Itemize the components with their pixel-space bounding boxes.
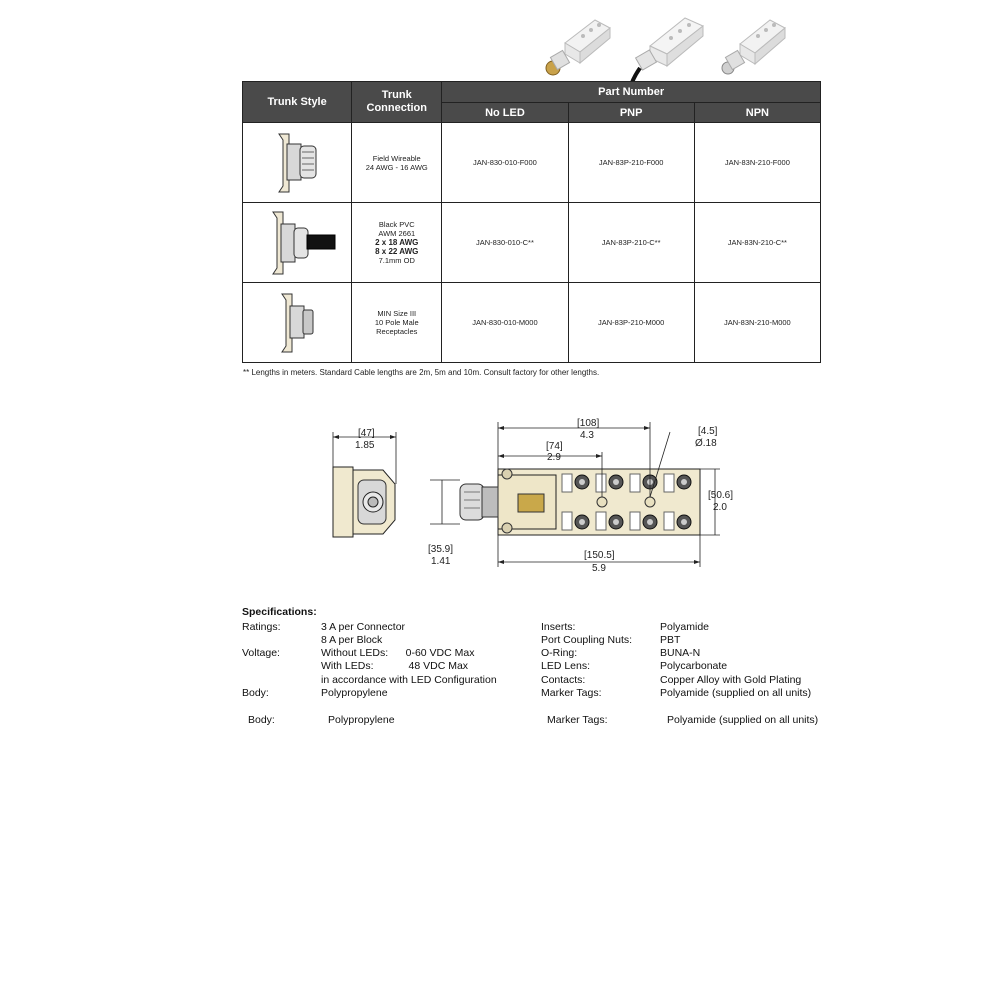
part-number-table [242,81,821,363]
connection-line: 2 x 18 AWG [375,238,419,247]
connection-line: Receptacles [376,327,418,336]
left-height-in: 1.41 [431,556,451,567]
part-pnp: JAN-83P-210-C** [568,203,694,283]
spec-label: Port Coupling Nuts: [541,634,633,646]
spec-label-duplicate: Marker Tags: [547,714,608,726]
hole-in: Ø.18 [695,438,717,449]
product-photos [535,8,805,88]
trunk-style-image [243,203,352,283]
photo-block-no-led [546,20,610,75]
header-pnp: PNP [568,103,694,123]
spec-label: Ratings: [242,621,281,633]
spec-label: Marker Tags: [541,687,602,699]
header-trunk-style: Trunk Style [243,82,352,123]
connection-line: AWM 2661 [378,229,416,238]
part-npn: JAN-83N-210-C** [694,203,820,283]
trunk-style-image [243,123,352,203]
spec-value-duplicate: Polyamide (supplied on all units) [667,714,819,726]
side-width-in: 1.85 [355,440,375,451]
connection-line: 7.1mm OD [378,256,415,265]
hole-mm: [4.5] [698,426,718,437]
trunk-connection-cell [352,203,442,283]
mid-in: 2.9 [547,452,561,463]
spec-value: 8 A per Block [321,634,383,646]
length-mm: [108] [577,418,600,429]
connection-line: Field Wireable [372,153,421,163]
mid-mm: [74] [546,441,563,452]
junction-block-photos [535,8,805,88]
spec-label: Inserts: [541,621,576,633]
length-in: 4.3 [580,430,594,441]
spec-label: Body: [242,687,269,699]
table-row [243,123,821,203]
spec-value: Polyamide (supplied on all units) [660,687,812,699]
part-no-led: JAN-830-010-C** [442,203,568,283]
left-height-mm: [35.9] [428,544,454,555]
overall-mm: [150.5] [584,550,615,561]
spec-label-duplicate: Body: [248,714,275,726]
top-view [430,422,720,567]
table-row [243,203,821,283]
spec-value: With LEDs: 48 VDC Max [321,660,469,672]
spec-label: O-Ring: [541,647,578,659]
spec-label: Contacts: [541,674,586,686]
receptacle-connector-icon [272,290,322,356]
table-row [243,283,821,363]
header-npn: NPN [694,103,820,123]
connection-line: Black PVC [378,220,415,229]
part-no-led: JAN-830-010-M000 [442,283,568,363]
connection-line: 8 x 22 AWG [375,247,419,256]
height-mm: [50.6] [708,490,734,501]
part-no-led: JAN-830-010-F000 [442,123,568,203]
cable-connector-icon [257,208,337,278]
spec-value: Polypropylene [321,687,388,699]
spec-value: 3 A per Connector [321,621,406,633]
photo-block-npn [722,20,785,74]
specifications-title: Specifications: [242,606,317,618]
header-no-led: No LED [442,103,568,123]
header-part-number: Part Number [442,82,821,103]
spec-value: Polycarbonate [660,660,728,672]
field-wireable-connector-icon [267,130,327,196]
header-trunk-connection: Trunk Connection [352,82,442,123]
side-width-mm: [47] [358,428,375,439]
overall-in: 5.9 [592,563,606,574]
connection-line: 10 Pole Male [374,318,419,327]
spec-value-duplicate: Polypropylene [328,714,395,726]
spec-label: LED Lens: [541,660,591,672]
part-pnp: JAN-83P-210-F000 [568,123,694,203]
spec-value: Copper Alloy with Gold Plating [660,674,802,686]
spec-label: Voltage: [242,647,280,659]
trunk-connection-cell [352,283,442,363]
part-npn: JAN-83N-210-F000 [694,123,820,203]
spec-value: Polyamide [660,621,710,633]
connection-line: MIN Size III [377,309,417,318]
trunk-connection-cell [352,123,442,203]
connection-line: 24 AWG - 16 AWG [365,162,428,172]
height-in: 2.0 [713,502,727,513]
photo-block-pnp [630,18,703,88]
part-npn: JAN-83N-210-M000 [694,283,820,363]
block-dimension-svg [320,412,740,582]
dimension-drawing [320,412,740,582]
cable-length-footnote: ** Lengths in meters. Standard Cable lengths are 2m, 5m and 10m. Consult factory for other lengths. [243,368,600,377]
part-pnp: JAN-83P-210-M000 [568,283,694,363]
trunk-style-image [243,283,352,363]
spec-value: PBT [660,634,681,646]
spec-value: BUNA-N [660,647,701,659]
spec-value: Without LEDs: 0-60 VDC Max [321,647,475,659]
spec-value: in accordance with LED Configuration [321,674,497,686]
